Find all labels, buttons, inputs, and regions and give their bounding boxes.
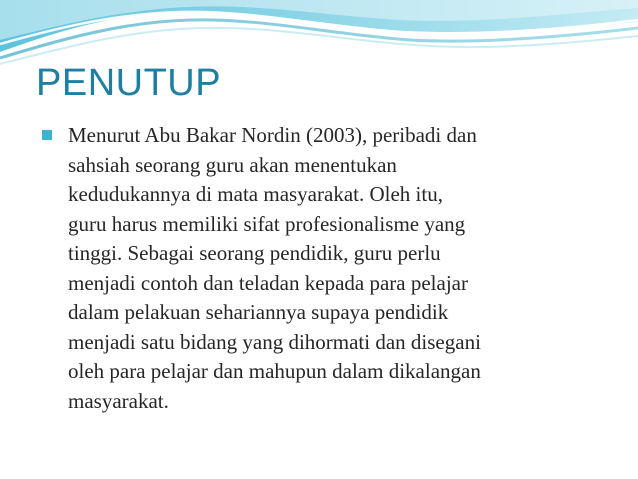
- bullet-text: Menurut Abu Bakar Nordin (2003), peribadi dan sahsiah seorang guru akan menentukan kedudukannya di mata masyarakat. Oleh itu, guru harus memiliki sifat profesionalisme yang tinggi. Sebagai seorang pendidik, guru perlu menjadi contoh dan teladan kepada para pelajar dalam pelakuan sehariannya supaya pendidik menjadi satu bidang yang dihormati dan disegani oleh para pelajar dan mahupun dalam dikalangan masyarakat.: [68, 123, 481, 413]
- slide-title: PENUTUP: [36, 62, 222, 104]
- bullet-item: [42, 121, 612, 416]
- square-bullet-icon: [42, 130, 52, 140]
- slide-body: [42, 121, 612, 416]
